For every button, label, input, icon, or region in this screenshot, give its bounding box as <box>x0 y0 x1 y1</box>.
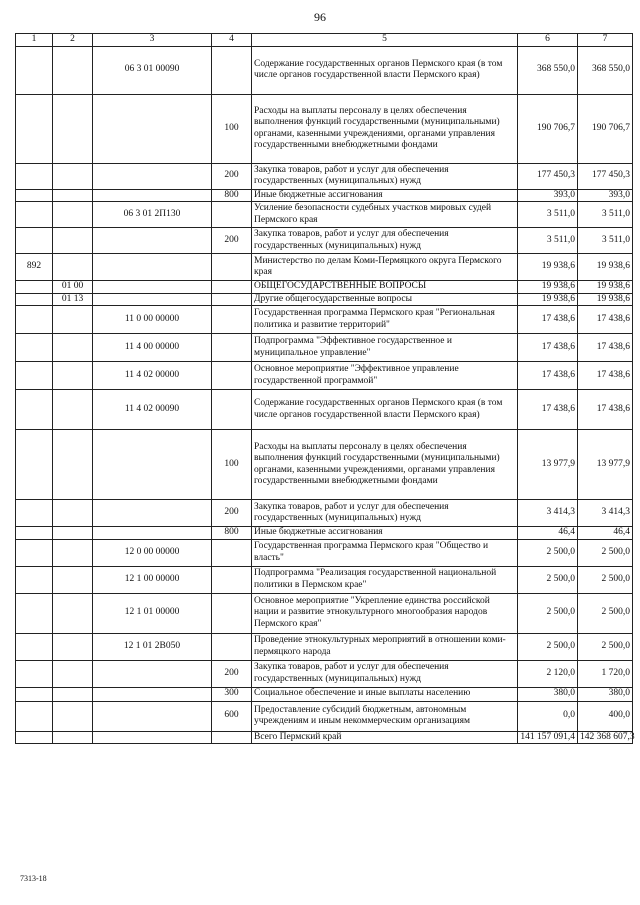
section-code-cell <box>53 566 93 593</box>
budget-table <box>15 33 633 744</box>
admin-code-cell <box>16 527 53 540</box>
table-row <box>16 593 633 633</box>
target-article-cell: 11 0 00 00000 <box>93 306 212 334</box>
target-article-cell <box>93 163 212 189</box>
expense-type-cell <box>212 390 252 430</box>
description-cell: Закупка товаров, работ и услуг для обеспечения государственных (муниципальных) нужд <box>252 660 518 687</box>
table-body <box>16 46 633 744</box>
amount-year1-cell: 17 438,6 <box>518 306 578 334</box>
description-cell: Расходы на выплаты персоналу в целях обеспечения выполнения функций государственными (муниципальными) органами, казенными учреждениями, органами управления государственными внебюджетными фондами <box>252 94 518 163</box>
section-code-cell <box>53 254 93 281</box>
table-row <box>16 202 633 228</box>
description-cell: Проведение этнокультурных мероприятий в отношении коми-пермяцкого народа <box>252 633 518 660</box>
description-cell: Иные бюджетные ассигнования <box>252 189 518 202</box>
table-row <box>16 46 633 94</box>
amount-year2-cell: 13 977,9 <box>578 430 633 500</box>
description-cell: Социальное обеспечение и иные выплаты населению <box>252 687 518 701</box>
description-cell: Содержание государственных органов Пермского края (в том числе органов государственной власти Пермского края) <box>252 46 518 94</box>
target-article-cell <box>93 731 212 744</box>
amount-year1-cell: 141 157 091,4 <box>518 731 578 744</box>
admin-code-cell <box>16 362 53 390</box>
admin-code-cell <box>16 566 53 593</box>
description-cell: Расходы на выплаты персоналу в целях обеспечения выполнения функций государственными (муниципальными) органами, казенными учреждениями, органами управления государственными внебюджетными фондами <box>252 430 518 500</box>
table-row <box>16 527 633 540</box>
expense-type-cell: 100 <box>212 94 252 163</box>
table-row <box>16 390 633 430</box>
description-cell: Подпрограмма "Реализация государственной национальной политики в Пермском крае" <box>252 566 518 593</box>
section-code-cell <box>53 202 93 228</box>
expense-type-cell: 200 <box>212 660 252 687</box>
description-cell: Всего Пермский край <box>252 731 518 744</box>
admin-code-cell <box>16 202 53 228</box>
target-article-cell <box>93 527 212 540</box>
target-article-cell <box>93 281 212 294</box>
target-article-cell: 06 3 01 2П130 <box>93 202 212 228</box>
admin-code-cell <box>16 163 53 189</box>
table-row <box>16 293 633 306</box>
expense-type-cell <box>212 593 252 633</box>
expense-type-cell <box>212 334 252 362</box>
admin-code-cell <box>16 293 53 306</box>
section-code-cell <box>53 163 93 189</box>
amount-year2-cell: 19 938,6 <box>578 293 633 306</box>
section-code-cell <box>53 500 93 527</box>
admin-code-cell <box>16 390 53 430</box>
amount-year1-cell: 177 450,3 <box>518 163 578 189</box>
admin-code-cell <box>16 281 53 294</box>
expense-type-cell: 200 <box>212 163 252 189</box>
expense-type-cell <box>212 254 252 281</box>
amount-year2-cell: 3 414,3 <box>578 500 633 527</box>
amount-year2-cell: 2 500,0 <box>578 633 633 660</box>
target-article-cell <box>93 500 212 527</box>
description-cell: Государственная программа Пермского края "Общество и власть" <box>252 539 518 566</box>
amount-year1-cell: 3 511,0 <box>518 202 578 228</box>
description-cell: Предоставление субсидий бюджетным, автономным учреждениям и иным некоммерческим организациям <box>252 701 518 731</box>
description-cell: Министерство по делам Коми-Пермяцкого округа Пермского края <box>252 254 518 281</box>
expense-type-cell <box>212 202 252 228</box>
amount-year1-cell: 393,0 <box>518 189 578 202</box>
expense-type-cell <box>212 633 252 660</box>
table-row <box>16 500 633 527</box>
section-code-cell <box>53 633 93 660</box>
target-article-cell: 11 4 00 00000 <box>93 334 212 362</box>
section-code-cell: 01 00 <box>53 281 93 294</box>
amount-year1-cell: 380,0 <box>518 687 578 701</box>
admin-code-cell <box>16 687 53 701</box>
description-cell: Основное мероприятие "Укрепление единства российской нации и развитие этнокультурного многообразия народов Пермского края" <box>252 593 518 633</box>
expense-type-cell: 600 <box>212 701 252 731</box>
description-cell: Закупка товаров, работ и услуг для обеспечения государственных (муниципальных) нужд <box>252 500 518 527</box>
expense-type-cell <box>212 306 252 334</box>
admin-code-cell <box>16 306 53 334</box>
table-row <box>16 687 633 701</box>
target-article-cell <box>93 701 212 731</box>
amount-year2-cell: 2 500,0 <box>578 593 633 633</box>
target-article-cell: 12 1 01 2В050 <box>93 633 212 660</box>
amount-year1-cell: 19 938,6 <box>518 281 578 294</box>
target-article-cell <box>93 254 212 281</box>
amount-year2-cell: 1 720,0 <box>578 660 633 687</box>
target-article-cell: 11 4 02 00090 <box>93 390 212 430</box>
target-article-cell <box>93 687 212 701</box>
expense-type-cell <box>212 293 252 306</box>
amount-year2-cell: 2 500,0 <box>578 566 633 593</box>
target-article-cell: 11 4 02 00000 <box>93 362 212 390</box>
description-cell: Усиление безопасности судебных участков мировых судей Пермского края <box>252 202 518 228</box>
amount-year1-cell: 2 500,0 <box>518 566 578 593</box>
admin-code-cell <box>16 46 53 94</box>
amount-year2-cell: 2 500,0 <box>578 539 633 566</box>
admin-code-cell <box>16 593 53 633</box>
admin-code-cell: 892 <box>16 254 53 281</box>
expense-type-cell: 200 <box>212 500 252 527</box>
table-row <box>16 633 633 660</box>
expense-type-cell <box>212 566 252 593</box>
footer-document-code: 7313-18 <box>20 874 47 883</box>
amount-year1-cell: 2 500,0 <box>518 633 578 660</box>
amount-year2-cell: 3 511,0 <box>578 228 633 254</box>
admin-code-cell <box>16 94 53 163</box>
target-article-cell <box>93 94 212 163</box>
table-row <box>16 228 633 254</box>
admin-code-cell <box>16 539 53 566</box>
admin-code-cell <box>16 500 53 527</box>
amount-year1-cell: 3 511,0 <box>518 228 578 254</box>
amount-year1-cell: 19 938,6 <box>518 293 578 306</box>
amount-year2-cell: 46,4 <box>578 527 633 540</box>
expense-type-cell <box>212 731 252 744</box>
amount-year1-cell: 0,0 <box>518 701 578 731</box>
amount-year1-cell: 2 500,0 <box>518 539 578 566</box>
expense-type-cell: 800 <box>212 189 252 202</box>
table-row <box>16 362 633 390</box>
table-row <box>16 163 633 189</box>
target-article-cell: 06 3 01 00090 <box>93 46 212 94</box>
admin-code-cell <box>16 633 53 660</box>
table-row <box>16 94 633 163</box>
expense-type-cell <box>212 362 252 390</box>
target-article-cell <box>93 189 212 202</box>
section-code-cell <box>53 701 93 731</box>
table-row <box>16 539 633 566</box>
section-code-cell <box>53 539 93 566</box>
expense-type-cell: 300 <box>212 687 252 701</box>
table-row <box>16 306 633 334</box>
admin-code-cell <box>16 334 53 362</box>
section-code-cell: 01 13 <box>53 293 93 306</box>
section-code-cell <box>53 228 93 254</box>
amount-year1-cell: 2 120,0 <box>518 660 578 687</box>
expense-type-cell: 200 <box>212 228 252 254</box>
section-code-cell <box>53 731 93 744</box>
amount-year2-cell: 19 938,6 <box>578 281 633 294</box>
amount-year2-cell: 393,0 <box>578 189 633 202</box>
table-row <box>16 281 633 294</box>
section-code-cell <box>53 334 93 362</box>
page-number: 96 <box>314 10 326 24</box>
table-row <box>16 566 633 593</box>
description-cell: Подпрограмма "Эффективное государственное и муниципальное управление" <box>252 334 518 362</box>
admin-code-cell <box>16 731 53 744</box>
section-code-cell <box>53 660 93 687</box>
target-article-cell <box>93 293 212 306</box>
amount-year2-cell: 17 438,6 <box>578 334 633 362</box>
section-code-cell <box>53 306 93 334</box>
column-header-6: 6 <box>518 34 578 47</box>
expense-type-cell: 100 <box>212 430 252 500</box>
target-article-cell: 12 1 00 00000 <box>93 566 212 593</box>
section-code-cell <box>53 362 93 390</box>
target-article-cell <box>93 660 212 687</box>
section-code-cell <box>53 94 93 163</box>
section-code-cell <box>53 527 93 540</box>
amount-year2-cell: 3 511,0 <box>578 202 633 228</box>
description-cell: ОБЩЕГОСУДАРСТВЕННЫЕ ВОПРОСЫ <box>252 281 518 294</box>
table-row <box>16 701 633 731</box>
column-header-4: 4 <box>212 34 252 47</box>
table-row <box>16 660 633 687</box>
amount-year1-cell: 3 414,3 <box>518 500 578 527</box>
amount-year1-cell: 190 706,7 <box>518 94 578 163</box>
section-code-cell <box>53 593 93 633</box>
amount-year2-cell: 400,0 <box>578 701 633 731</box>
admin-code-cell <box>16 430 53 500</box>
column-header-3: 3 <box>93 34 212 47</box>
description-cell: Закупка товаров, работ и услуг для обеспечения государственных (муниципальных) нужд <box>252 228 518 254</box>
section-code-cell <box>53 46 93 94</box>
amount-year1-cell: 46,4 <box>518 527 578 540</box>
description-cell: Государственная программа Пермского края "Региональная политика и развитие территорий" <box>252 306 518 334</box>
admin-code-cell <box>16 701 53 731</box>
admin-code-cell <box>16 228 53 254</box>
table-row <box>16 430 633 500</box>
description-cell: Содержание государственных органов Пермского края (в том числе органов государственной власти Пермского края) <box>252 390 518 430</box>
amount-year1-cell: 17 438,6 <box>518 390 578 430</box>
description-cell: Основное мероприятие "Эффективное управление государственной программой" <box>252 362 518 390</box>
amount-year1-cell: 13 977,9 <box>518 430 578 500</box>
amount-year1-cell: 17 438,6 <box>518 362 578 390</box>
amount-year1-cell: 368 550,0 <box>518 46 578 94</box>
amount-year1-cell: 19 938,6 <box>518 254 578 281</box>
table-row <box>16 334 633 362</box>
amount-year2-cell: 17 438,6 <box>578 306 633 334</box>
admin-code-cell <box>16 189 53 202</box>
description-cell: Закупка товаров, работ и услуг для обеспечения государственных (муниципальных) нужд <box>252 163 518 189</box>
column-header-1: 1 <box>16 34 53 47</box>
amount-year2-cell: 142 368 607,3 <box>578 731 633 744</box>
target-article-cell: 12 1 01 00000 <box>93 593 212 633</box>
table-row <box>16 731 633 744</box>
column-header-2: 2 <box>53 34 93 47</box>
amount-year2-cell: 17 438,6 <box>578 390 633 430</box>
section-code-cell <box>53 430 93 500</box>
target-article-cell: 12 0 00 00000 <box>93 539 212 566</box>
description-cell: Другие общегосударственные вопросы <box>252 293 518 306</box>
amount-year2-cell: 368 550,0 <box>578 46 633 94</box>
expense-type-cell: 800 <box>212 527 252 540</box>
expense-type-cell <box>212 46 252 94</box>
table-header-row <box>16 34 633 47</box>
section-code-cell <box>53 189 93 202</box>
table-row <box>16 189 633 202</box>
amount-year2-cell: 380,0 <box>578 687 633 701</box>
expense-type-cell <box>212 281 252 294</box>
column-header-5: 5 <box>252 34 518 47</box>
amount-year2-cell: 17 438,6 <box>578 362 633 390</box>
target-article-cell <box>93 430 212 500</box>
table-row <box>16 254 633 281</box>
admin-code-cell <box>16 660 53 687</box>
column-header-7: 7 <box>578 34 633 47</box>
target-article-cell <box>93 228 212 254</box>
amount-year1-cell: 17 438,6 <box>518 334 578 362</box>
amount-year2-cell: 177 450,3 <box>578 163 633 189</box>
description-cell: Иные бюджетные ассигнования <box>252 527 518 540</box>
section-code-cell <box>53 390 93 430</box>
amount-year1-cell: 2 500,0 <box>518 593 578 633</box>
section-code-cell <box>53 687 93 701</box>
amount-year2-cell: 19 938,6 <box>578 254 633 281</box>
amount-year2-cell: 190 706,7 <box>578 94 633 163</box>
expense-type-cell <box>212 539 252 566</box>
